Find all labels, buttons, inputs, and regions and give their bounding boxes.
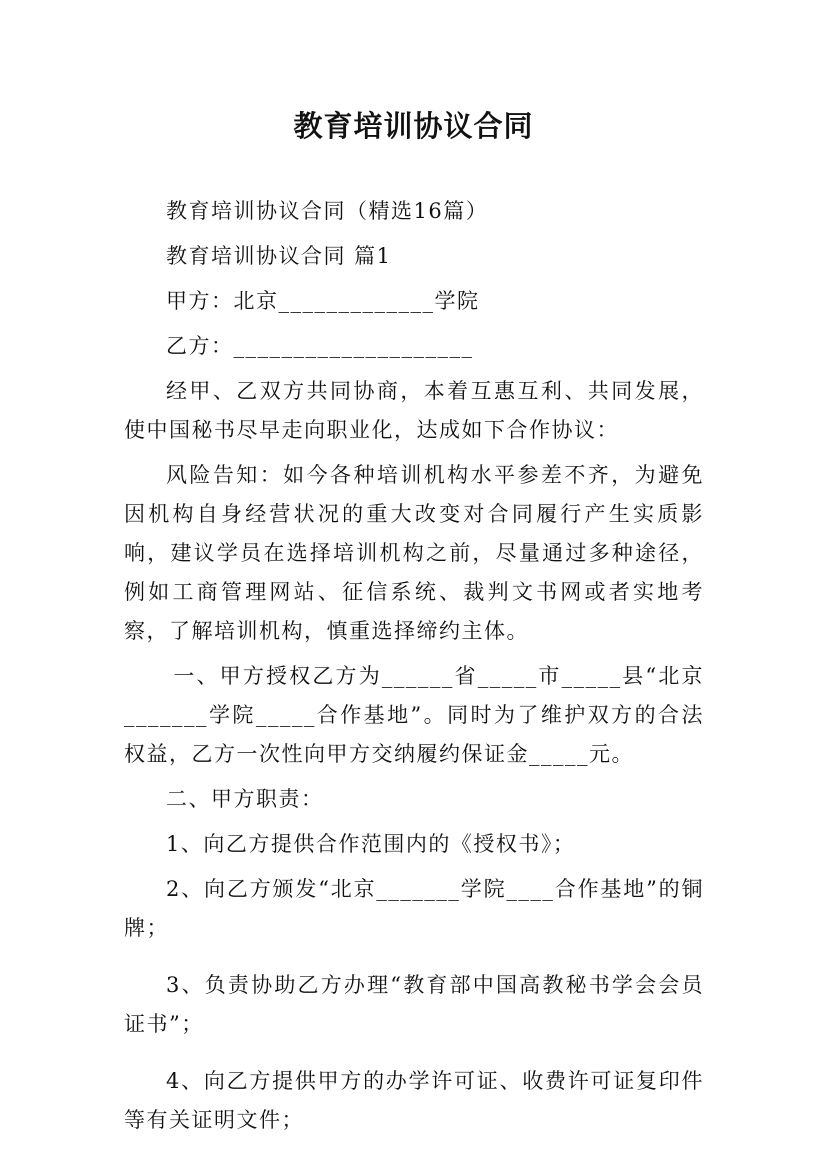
paragraph-item-2: 2、向乙方颁发“北京_______学院____合作基地”的铜牌；: [124, 877, 704, 940]
paragraph-party-a: 甲方：北京_____________学院: [166, 289, 480, 313]
paragraph-risk-notice: 风险告知：如今各种培训机构水平参差不齐，为避免因机构自身经营状况的重大改变对合同履行产生实质影响，建议学员在选择培训机构之前，尽量通过多种途径，例如工商管理网站、征信系统、裁判文书网或者实地考察，了解培训机构，慎重选择缔约主体。: [124, 463, 704, 643]
document-title: 教育培训协议合同: [293, 109, 534, 143]
paragraph-item-4: 4、向乙方提供甲方的办学许可证、收费许可证复印件等有关证明文件；: [124, 1069, 704, 1132]
paragraph-clause-1: 一、甲方授权乙方为______省_____市_____县“北京_______学院_____合作基地”。同时为了维护双方的合法权益，乙方一次性向甲方交纳履约保证金_____元。: [124, 664, 704, 766]
paragraph-subtitle: 教育培训协议合同（精选16篇）: [166, 199, 489, 223]
document-body: [124, 192, 704, 1140]
paragraph-party-b: 乙方：____________________: [166, 334, 474, 358]
paragraph-section-heading: 教育培训协议合同 篇1: [166, 244, 392, 268]
paragraph-clause-2-heading: 二、甲方职责：: [166, 787, 324, 811]
paragraph-item-3: 3、负责协助乙方办理“教育部中国高教秘书学会会员证书”；: [124, 973, 704, 1036]
paragraph-item-1: 1、向乙方提供合作范围内的《授权书》；: [166, 832, 576, 856]
paragraph-preamble: 经甲、乙双方共同协商，本着互惠互利、共同发展，使中国秘书尽早走向职业化，达成如下合作协议：: [124, 379, 704, 442]
